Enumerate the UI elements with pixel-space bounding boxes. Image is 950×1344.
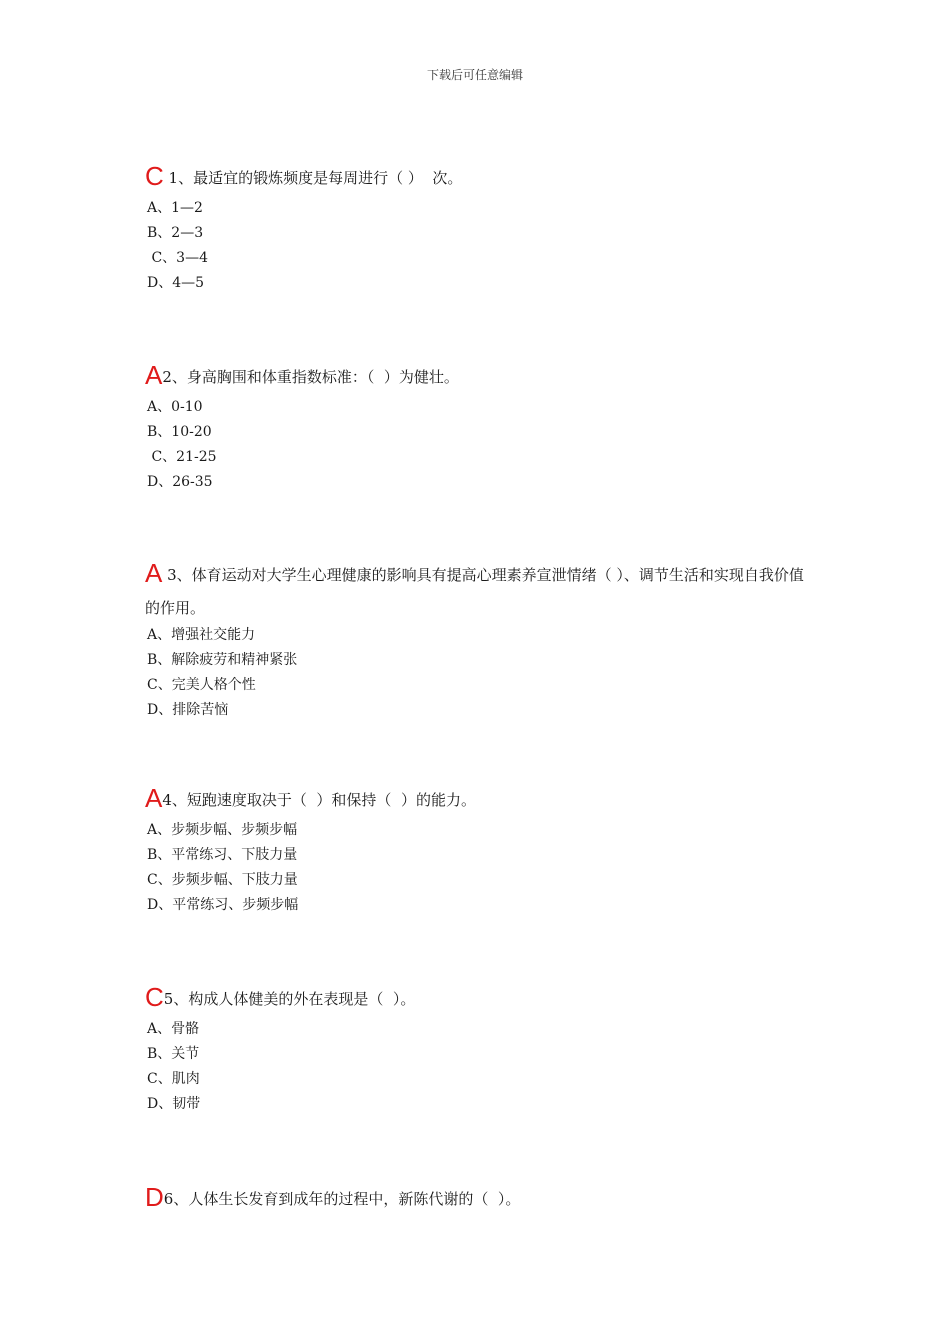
question-stem: [145, 161, 825, 191]
option-b: B、平常练习、下肢力量: [147, 847, 298, 863]
option-d: D、平常练习、步频步幅: [147, 897, 299, 913]
answer-mark: D: [145, 1182, 164, 1212]
option-a: A、0-10: [147, 399, 203, 415]
page-header: 下载后可任意编辑: [426, 68, 523, 82]
option-d: D、4—5: [147, 275, 205, 291]
question-stem: [145, 1182, 825, 1212]
question-1: [145, 161, 825, 296]
question-text: 3、体育运动对大学生心理健康的影响具有提高心理素养宣泄情绪（ ）、调节生活和实现自我价值的作用。: [145, 566, 804, 617]
option-a: A、骨骼: [147, 1021, 200, 1037]
question-text: 4、短跑速度取决于（ ）和保持（ ）的能力。: [162, 791, 476, 809]
option-c: C、21-25: [147, 449, 217, 465]
question-text: 5、构成人体健美的外在表现是（ ）。: [163, 990, 416, 1008]
question-text: 6、人体生长发育到成年的过程中，新陈代谢的（ ）。: [163, 1190, 521, 1208]
option-c: C、步频步幅、下肢力量: [147, 872, 298, 888]
option-list: [145, 1017, 825, 1117]
option-c: C、肌肉: [147, 1071, 200, 1087]
option-d: D、26-35: [147, 474, 213, 490]
question-2: [145, 360, 825, 495]
option-b: B、关节: [147, 1046, 200, 1062]
question-stem: [145, 559, 810, 625]
option-c: C、3—4: [147, 250, 208, 266]
option-list: [145, 818, 825, 918]
question-stem: [145, 982, 825, 1012]
question-6: [145, 1182, 825, 1212]
option-d: D、韧带: [147, 1096, 201, 1112]
option-b: B、10-20: [147, 424, 212, 440]
question-stem: [145, 783, 825, 813]
option-c: C、完美人格个性: [147, 677, 256, 693]
option-list: [145, 623, 810, 723]
question-stem: [145, 360, 825, 390]
question-text: 2、身高胸围和体重指数标准：（ ）为健壮。: [162, 368, 459, 386]
answer-mark: C: [145, 982, 164, 1012]
option-list: [145, 196, 825, 296]
question-3: [145, 559, 810, 723]
option-b: B、2—3: [147, 225, 204, 241]
option-a: A、1—2: [147, 200, 203, 216]
answer-mark: A: [145, 360, 163, 390]
option-a: A、步频步幅、步频步幅: [147, 822, 298, 838]
answer-mark: A: [145, 783, 163, 813]
option-list: [145, 395, 825, 495]
option-b: B、解除疲劳和精神紧张: [147, 652, 298, 668]
option-d: D、排除苦恼: [147, 702, 229, 718]
option-a: A、增强社交能力: [147, 627, 256, 643]
question-text: 1、最适宜的锻炼频度是每周进行（ ） 次。: [163, 169, 463, 187]
answer-mark: A: [145, 558, 163, 588]
answer-mark: C: [145, 161, 164, 191]
question-5: [145, 982, 825, 1117]
question-4: [145, 783, 825, 918]
